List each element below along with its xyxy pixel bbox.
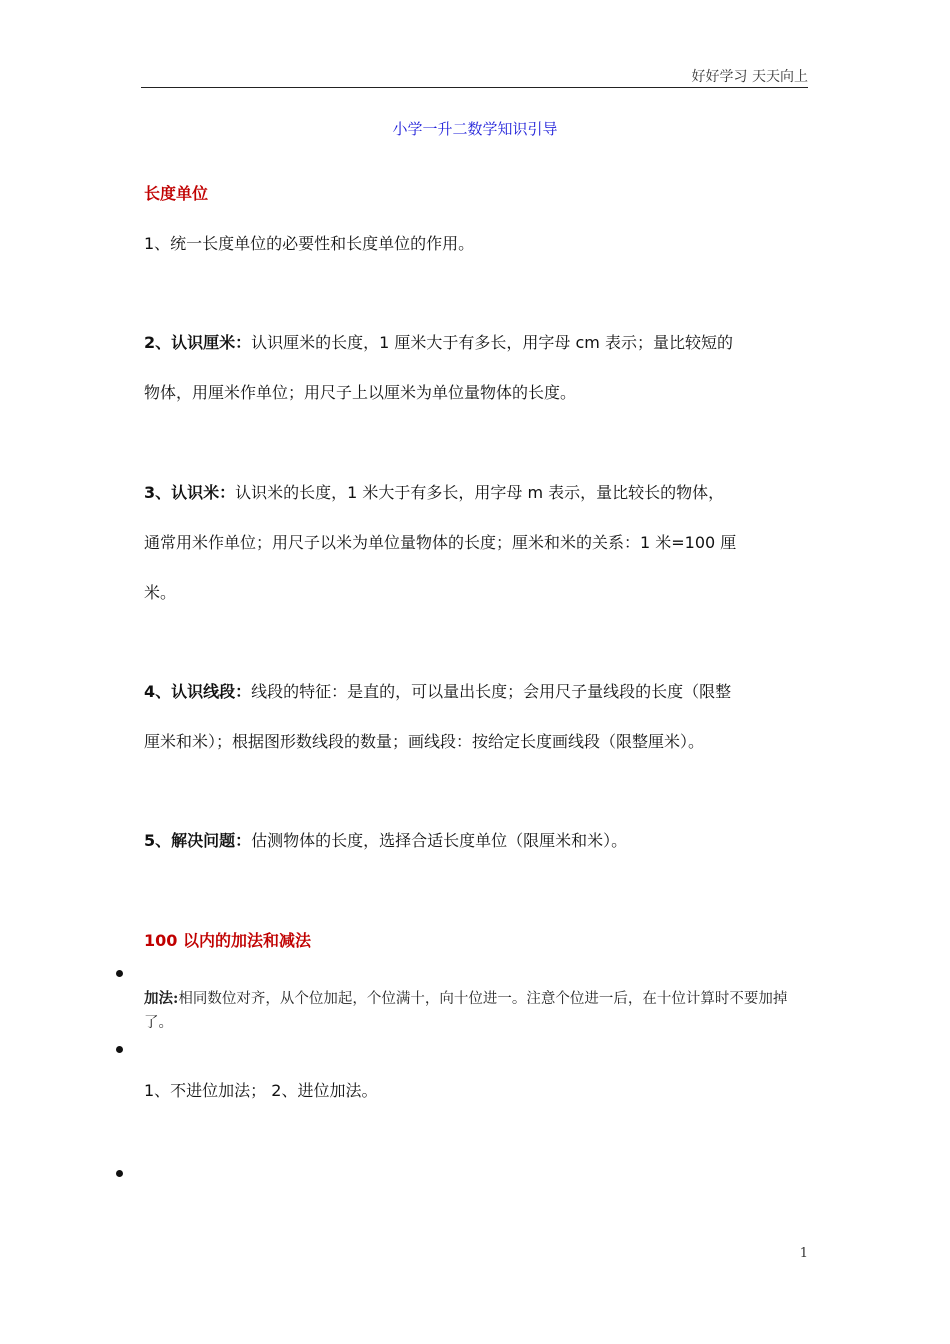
addition-types: 1、不进位加法； 2、进位加法。 (144, 1081, 378, 1100)
item-2-label: 2、认识厘米： (144, 333, 252, 352)
header-rule (141, 87, 808, 88)
item-3-line-1 (144, 480, 809, 503)
bullet-point (116, 1170, 123, 1177)
item-2-line-2: 物体，用厘米作单位；用尺子上以厘米为单位量物体的长度。 (144, 383, 577, 402)
item-2-line-1 (144, 330, 809, 353)
item-3-text: 认识米的长度，1 米大于有多长，用字母 m 表示，量比较长的物体， (235, 483, 725, 502)
item-4-line-1 (144, 679, 809, 702)
item-2-text: 认识厘米的长度，1 厘米大于有多长，用字母 cm 表示；量比较短的 (251, 333, 733, 352)
bullet-point (116, 970, 123, 977)
item-4-line-2: 厘米和米）；根据图形数线段的数量；画线段：按给定长度画线段（限整厘米）。 (144, 732, 705, 751)
item-5-text: 估测物体的长度，选择合适长度单位（限厘米和米）。 (251, 831, 628, 850)
section-heading-addition-subtraction: 100 以内的加法和减法 (144, 931, 311, 950)
document-title: 小学一升二数学知识引导 (392, 120, 558, 138)
item-3-line-3: 米。 (144, 583, 177, 602)
header-motto: 好好学习 天天向上 (691, 69, 808, 85)
item-4-label: 4、认识线段： (144, 682, 252, 701)
addition-text: 相同数位对齐，从个位加起，个位满十，向十位进一。注意个位进一后，在十位计算时不要加掉了。 (144, 991, 788, 1031)
item-3-line-2: 通常用米作单位；用尺子以米为单位量物体的长度；厘米和米的关系：1 米=100 厘 (144, 533, 737, 552)
item-5-label: 5、解决问题： (144, 831, 252, 850)
item-3-label: 3、认识米： (144, 483, 236, 502)
section-heading-length-units: 长度单位 (144, 184, 209, 203)
page-number: 1 (799, 1246, 808, 1261)
item-5 (144, 828, 809, 851)
bullet-point (116, 1046, 123, 1053)
item-1: 1、统一长度单位的必要性和长度单位的作用。 (144, 234, 475, 253)
item-4-text: 线段的特征：是直的，可以量出长度；会用尺子量线段的长度（限整 (251, 682, 732, 701)
addition-label: 加法: (144, 990, 179, 1007)
addition-rule (144, 987, 809, 1035)
